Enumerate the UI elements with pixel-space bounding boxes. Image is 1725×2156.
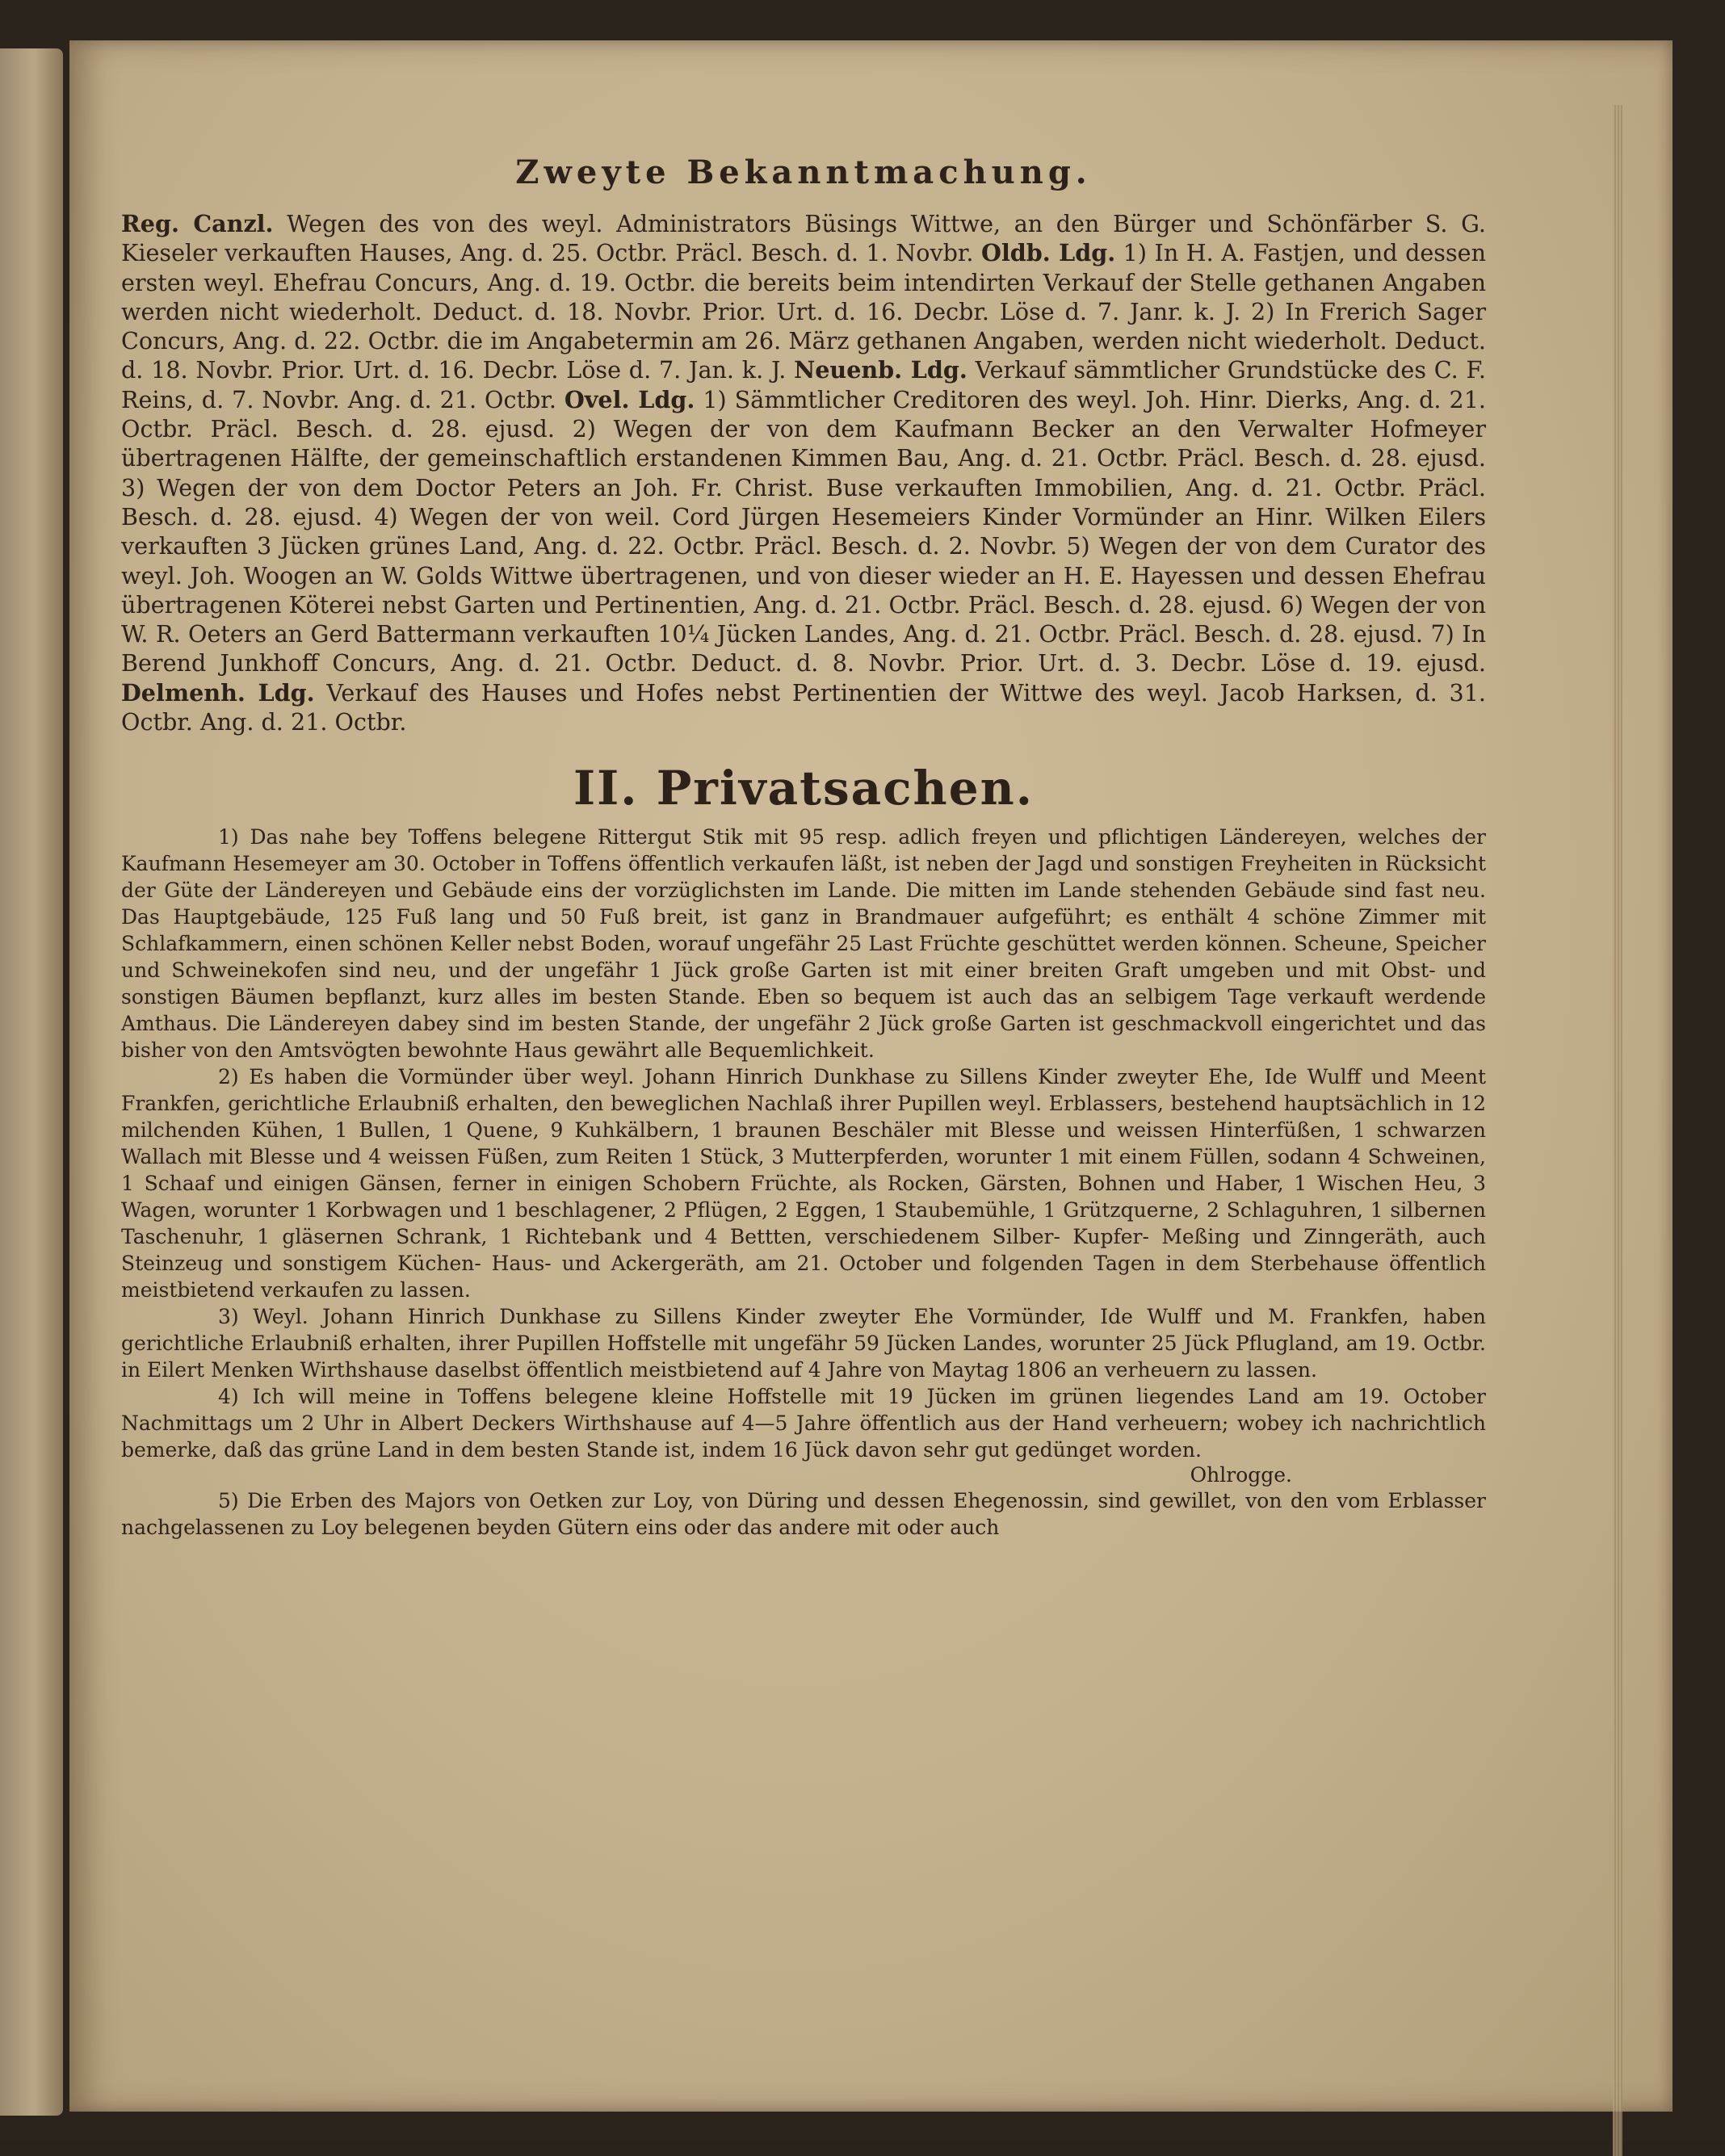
court-label: Oldb. Ldg. (981, 239, 1116, 267)
page-stack-edge (1613, 105, 1622, 2156)
private-item: 2) Es haben die Vormünder über weyl. Johann Hinrich Dunkhase zu Sillens Kinder zweyter Ehe, Ide Wulff und Meent Frankfen, gerichtliche Erlaubniß erhalten, den beweglichen Nachlaß ihrer Pupillen weyl. Erblassers, bestehend hauptsächlich in 12 milchenden Kühen, 1 Bullen, 1 Quene, 9 Kuhkälbern, 1 braunen Beschäler mit Blesse und weissen Hinterfüßen, 1 schwarzen Wallach mit Blesse und 4 weissen Füßen, zum Reiten 1 Stück, 3 Mutterpferden, worunter 1 mit einem Füllen, sodann 4 Schweinen, 1 Schaaf und einigen Gänsen, ferner in einigen Schobern Früchte, als Rocken, Gärsten, Bohnen und Haber, 1 Wischen Heu, 3 Wagen, worunter 1 Korbwagen und 1 beschlagener, 2 Pflügen, 2 Eggen, 1 Staubemühle, 1 Grützquerne, 2 Schlaguhren, 1 silbernen Taschenuhr, 1 gläsernen Schrank, 1 Richtebank und 4 Bettten, verschiedenem Silber- Kupfer- Meßing und Zinngeräth, auch Steinzeug und sonstigem Küchen- Haus- und Ackergeräth, am 21. October und folgenden Tagen in dem Sterbehause öffentlich meistbietend verkaufen zu lassen. (121, 1065, 1486, 1302)
section-title: Zweyte Bekanntmachung. (515, 153, 1092, 191)
private-matters-heading: II. Privatsachen. (573, 761, 1034, 816)
private-item: 4) Ich will meine in Toffens belegene kleine Hoffstelle mit 19 Jücken im grünen liegendes Land am 19. October Nachmittags um 2 Uhr in Albert Deckers Wirthshause auf 4—5 Jahre öffentlich aus der Hand verheuern; wobey ich nachrichtlich bemerke, daß das grüne Land in dem besten Stande ist, indem 16 Jück davon sehr gut gedünget worden. (121, 1385, 1486, 1462)
previous-page-edge (0, 48, 63, 2116)
private-items (121, 824, 1486, 1541)
private-item: 1) Das nahe bey Toffens belegene Rittergut Stik mit 95 resp. adlich freyen und pflichtigen Ländereyen, welches der Kaufmann Hesemeyer am 30. October in Toffens öffentlich verkaufen läßt, ist neben der Jagd und sonstigen Freyheiten in Rücksicht der Güte der Ländereyen und Gebäude eins der vorzüglichsten im Lande. Die mitten im Lande stehenden Gebäude sind fast neu. Das Hauptgebäude, 125 Fuß lang und 50 Fuß breit, ist ganz in Brandmauer aufgeführt; es enthält 4 schöne Zimmer mit Schlafkammern, einen schönen Keller nebst Boden, worauf ungefähr 25 Last Früchte geschüttet werden können. Scheune, Speicher und Schweinekofen sind neu, und der ungefähr 1 Jück große Garten ist mit einer breiten Graft umgeben und mit Obst- und sonstigen Bäumen bepflanzt, kurz alles im besten Stande. Eben so bequem ist auch das an selbigem Tage verkauft werdende Amthaus. Die Ländereyen dabey sind im besten Stande, der ungefähr 2 Jück große Garten ist geschmackvoll eingerichtet und das bisher von den Amtsvögten bewohnte Haus gewährt alle Bequemlichkeit. (121, 825, 1486, 1063)
private-item: 5) Die Erben des Majors von Oetken zur Loy, von Düring und dessen Ehegenossin, sind gewillet, von den vom Erblasser nachgelassenen zu Loy belegenen beyden Gütern eins oder das andere mit oder auch (121, 1489, 1486, 1540)
court-label: Neuenb. Ldg. (794, 356, 967, 384)
announcement-paragraph: Reg. Canzl. Wegen des von des weyl. Administrators Büsings Wittwe, an den Bürger und Schönfärber S. G. Kieseler verkauften Hauses, Ang. d. 25. Octbr. Präcl. Besch. d. 1. Novbr. Oldb. Ldg. 1) In H. A. Fastjen, und dessen ersten weyl. Ehefrau Concurs, Ang. d. 19. Octbr. die bereits beim intendirten Verkauf der Stelle gethanen Angaben werden nicht wiederholt. Deduct. d. 18. Novbr. Prior. Urt. d. 16. Decbr. Löse d. 7. Janr. k. J. 2) In Frerich Sager Concurs, Ang. d. 22. Octbr. die im Angabetermin am 26. März gethanen Angaben, werden nicht wiederholt. Deduct. d. 18. Novbr. Prior. Urt. d. 16. Decbr. Löse d. 7. Jan. k. J. Neuenb. Ldg. Verkauf sämmtlicher Grundstücke des C. F. Reins, d. 7. Novbr. Ang. d. 21. Octbr. Ovel. Ldg. 1) Sämmtlicher Creditoren des weyl. Joh. Hinr. Dierks, Ang. d. 21. Octbr. Präcl. Besch. d. 28. ejusd. 2) Wegen der von dem Kaufmann Becker an den Verwalter Hofmeyer übertragenen Hälfte, der gemeinschaftlich erstandenen Kimmen Bau, Ang. d. 21. Octbr. Präcl. Besch. d. 28. ejusd. 3) Wegen der von dem Doctor Peters an Joh. Fr. Christ. Buse verkauften Immobilien, Ang. d. 21. Octbr. Präcl. Besch. d. 28. ejusd. 4) Wegen der von weil. Cord Jürgen Hesemeiers Kinder Vormünder an Hinr. Wilken Eilers verkauften 3 Jücken grünes Land, Ang. d. 22. Octbr. Präcl. Besch. d. 2. Novbr. 5) Wegen der von dem Curator des weyl. Joh. Woogen an W. Golds Wittwe übertragenen, und von dieser wieder an H. E. Hayessen und dessen Ehefrau übertragenen Köterei nebst Garten und Pertinentien, Ang. d. 21. Octbr. Präcl. Besch. d. 28. ejusd. 6) Wegen der von W. R. Oeters an Gerd Battermann verkauften 10¼ Jücken Landes, Ang. d. 21. Octbr. Präcl. Besch. d. 28. ejusd. 7) In Berend Junkhoff Concurs, Ang. d. 21. Octbr. Deduct. d. 8. Novbr. Prior. Urt. d. 3. Decbr. Löse d. 19. ejusd. Delmenh. Ldg. Verkauf des Hauses und Hofes nebst Pertinentien der Wittwe des weyl. Jacob Harksen, d. 31. Octbr. Ang. d. 21. Octbr. (121, 210, 1486, 736)
court-label: Reg. Canzl. (121, 210, 274, 237)
private-item: 3) Weyl. Johann Hinrich Dunkhase zu Sillens Kinder zweyter Ehe Vormünder, Ide Wulff und M. Frankfen, haben gerichtliche Erlaubniß erhalten, ihrer Pupillen Hoffstelle mit ungefähr 59 Jücken Landes, worunter 25 Jück Pflugland, am 19. Octbr. in Eilert Menken Wirthshause daselbst öffentlich meistbietend auf 4 Jahre von Maytag 1806 an verheuern zu lassen. (121, 1305, 1486, 1382)
page-content (121, 121, 1486, 1541)
court-label: Ovel. Ldg. (564, 385, 695, 413)
signature: Ohlrogge. (1190, 1463, 1292, 1487)
court-label: Delmenh. Ldg. (121, 678, 315, 707)
